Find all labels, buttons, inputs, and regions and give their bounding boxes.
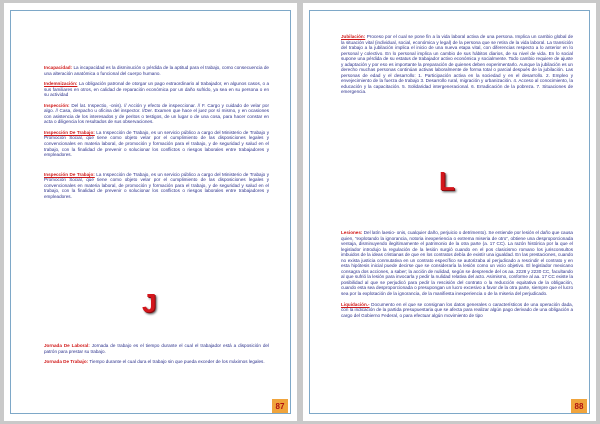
entry-jornada-laboral: [44, 343, 269, 354]
entry-text: Jornada de trabajo es el tiempo durante el cual el trabajador está a disposición del patrón para prestar su trabajo.: [44, 343, 269, 354]
page-number-87: 87: [272, 399, 288, 413]
right-entries-top: [341, 34, 573, 100]
left-entries: [44, 65, 269, 204]
page-number-88: 88: [571, 399, 587, 413]
entry-text: La obligación patronal de otorgar un pago extraordinario al trabajador, en algunos casos, o a sus familiares en otros, en calidad de reparación económica por un daño sufrido, ya sea en su persona o en su actividad: [44, 81, 269, 98]
entry-term: Inspección De Trabajo:: [44, 129, 95, 135]
entry-liquidacion: [341, 302, 573, 319]
right-page: [303, 3, 596, 421]
entry-term: Indemnización:: [44, 81, 78, 87]
section-letter-l: L: [439, 166, 455, 196]
entry-text: Proceso por el cual se pone fin a la vida laboral activa de una persona. Implica un cambio global de la situación vital (individual, social, económica y legal) de la persona que se retira de la vida laboral. La transición del trabajo a la jubilación implica el inicio de una nueva etapa vital, con diferencias respecto a lo anterior en lo personal y colectivo. En lo personal implica un cambio de sus hábitos diarios, de su nivel de vida. En lo social supone una pérdida de su estatus de trabajador activo económica y socialmente. Todo cambio requiere de ajuste y adaptación y por eso es importante la preparación de quienes deben experimentarlo. Aunque la jubilación es un derecho muchas personas continúan activas laboralmente de forma total o parcial después de la jubilación. Las personas de edad y el desarrollo: 1. Participación activa en la sociedad y en el desarrollo. 2. Empleo y envejecimiento de la fuerza de trabajo 3. Desarrollo rural, migración y urbanización. 4. Acceso al conocimiento, la educación y la capacitación. 5. Solidaridad intergeneracional. 6. Erradicación de la pobreza. 7. Situaciones de emergencia.: [341, 34, 573, 95]
entry-term: Lesiones:: [341, 230, 363, 235]
entry-inspeccion: [44, 103, 269, 125]
entry-inspeccion-trabajo-2: [44, 172, 269, 200]
entry-incapacidad: [44, 65, 269, 76]
entry-term: Jornada De Laboral:: [44, 343, 90, 348]
entry-term: Jubilación:: [341, 34, 366, 39]
entry-indemnizacion: [44, 81, 269, 98]
entry-term: Jornada De Trabajo:: [44, 359, 89, 365]
section-letter-j: J: [142, 288, 157, 318]
entry-term: Inspección De Trabajo:: [44, 171, 95, 177]
entry-jubilacion: [341, 34, 573, 95]
entry-text: Del lat. Inspectio, -onis). // Acción y efecto de inspeccionar. // F. Cargo y cuidado de velar por algo. // Casa, despacho u oficina del inspector. //Der. Examen que hace el juez por sí mismo, y en ocasiones con asistencia de los interesados y de peritos o testigos, de un lugar o de una cosa, para hacer constar en acta o diligencia los resultados de sus observaciones.: [44, 102, 269, 125]
entry-text: La Inspección de Trabajo, es un servicio público a cargo del Ministerio de Trabajo y Promoción Social, que tiene como objeto velar por el cumplimiento de las disposiciones legales y convencionales en materia laboral, de promoción y formación para el trabajo, y de seguridad y salud en el trabajo, con la finalidad de prevenir o solucionar los conflictos o riesgos laborales entre trabajadores y empleadores.: [44, 129, 269, 158]
left-entries-bottom: [44, 343, 269, 370]
entry-term: Liquidación.-: [341, 301, 370, 307]
entry-text: Documento en el que se consignan los datos generales o característicos de una operación dada, con la indicación de la partida presupuestaria que se afecta para realizar algún pago derivado de una obligación a cargo del Gobierno Federal, o para efectuar algún movimiento de tipo: [341, 301, 573, 318]
entry-text: La incapacidad es la disminución o pérdida de la aptitud para el trabajo, como consecuencia de una alteración anatómica o funcional del cuerpo humano.: [44, 65, 269, 76]
entry-term: Incapacidad:: [44, 65, 73, 70]
entry-text: Del latín laesio- onis, cualquier daño, perjuicio o detrimento). Se entiende por lesión el daño que causa quien, “explotando la ignorancia, notoria inexperiencia o extrema miseria de otro”, obtiene una desproporcionada ventaja, disminuyendo ilegítimamente el patrimonio de la otra parte (a. 17 CC). La razón histórica por la que el legislador introdujo la regulación de la lesión surgió cuando en el pos clasicismo romano los jurisconsultos imbuidos de la ideas cristianas de que en los contratos debía de existir una igualdad. En las prestaciones, cuando no exista justicia conmutativa en un contrato específico se autorizaba al perjudicado a rescindir el contrato y en esta hipótesis inicial puede decirse que se consideraría la lesión como un vicio objetivo. El legislador mexicano consagra dos acciones, a saber; la acción de nulidad, según se desprende del os aa. 2228 y 2230 CC, facultando al que sufrió la lesión para invocarla y pedir la nulidad relativa del acto. Asimismo, conforme al aa. 17 CC existe la posibilidad al que se perjudicó para pedir la rescisión del contrato o la reducción equitativa de la obligación, cuando esta sea desproporcionada o presupongan un lucro excesivo a favor de la otra parte, siempre que el lucro sea por la explotación de la ignorancia, de la manifiesta inexperiencia o de la miseria del perjudicado.: [341, 230, 573, 297]
entry-text: Tiempo durante el cual dura el trabajo sin que pueda exceder de los máximos legales.: [88, 359, 265, 365]
entry-jornada-trabajo: [44, 359, 269, 365]
left-page: [4, 3, 297, 421]
entry-term: Inspección:: [44, 102, 70, 108]
entry-text: La Inspección de Trabajo, es un servicio público a cargo del Ministerio de Trabajo y Promoción Social, que tiene como objeto velar por el cumplimiento de las disposiciones legales y convencionales en materia laboral, de promoción y formación para el trabajo, y de seguridad y salud en el trabajo, con la finalidad de prevenir o solucionar los conflictos o riesgos laborales entre trabajadores y empleadores.: [44, 171, 269, 199]
right-entries-bottom: [341, 230, 573, 323]
entry-lesiones: [341, 230, 573, 297]
entry-inspeccion-trabajo: [44, 130, 269, 158]
